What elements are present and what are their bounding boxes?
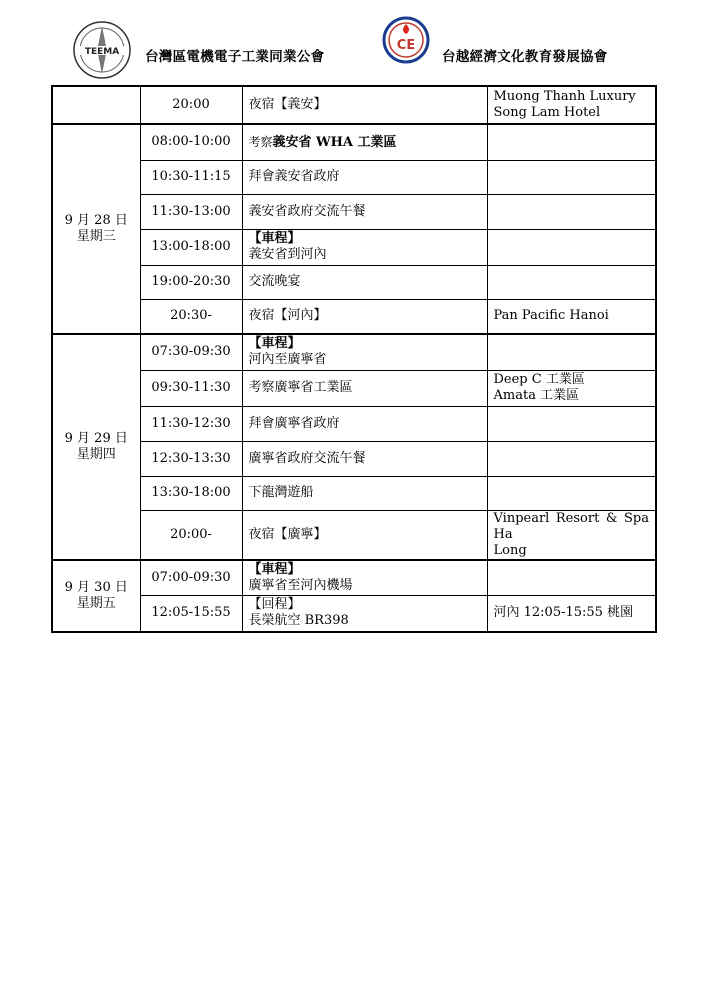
note-cell (487, 229, 656, 265)
activity-text: 【車程】 (248, 231, 301, 246)
date-cell (52, 86, 140, 124)
note-cell (487, 194, 656, 229)
note-cell (487, 406, 656, 441)
time-cell: 11:30-12:30 (140, 406, 242, 441)
activity-text: 長榮航空 BR398 (248, 613, 349, 629)
date-text: 9 月 29 日 (64, 430, 128, 446)
note-text: Song Lam Hotel (493, 105, 601, 120)
table-row (52, 299, 656, 334)
note-cell (487, 265, 656, 299)
time-cell: 13:30-18:00 (140, 476, 242, 510)
note-text: Deep C 工業區 (493, 372, 585, 387)
time-cell: 10:30-11:15 (140, 160, 242, 194)
note-cell (487, 560, 656, 596)
activity-cell: 拜會義安省政府 (242, 160, 487, 194)
time-cell: 11:30-13:00 (140, 194, 242, 229)
activity-text: 夜宿【義安】 (248, 97, 327, 112)
note-cell: Pan Pacific Hanoi (487, 299, 656, 334)
time-cell: 20:00 (140, 86, 242, 124)
table-row (52, 334, 656, 370)
activity-text: 河內至廣寧省 (248, 352, 327, 368)
page-header (0, 0, 707, 90)
note-cell: 河內 12:05-15:55 桃園 (487, 596, 656, 632)
table-row (52, 510, 656, 560)
itinerary-table (51, 85, 657, 633)
date-cell-sep-29 (52, 334, 140, 560)
activity-cell: 交流晚宴 (242, 265, 487, 299)
activity-text: 【車程】 (248, 561, 301, 577)
weekday-text: 星期三 (76, 229, 116, 244)
note-text: Muong Thanh Luxury (493, 89, 636, 104)
activity-cell (242, 229, 487, 265)
date-text: 9 月 30 日 (64, 579, 128, 595)
activity-cell (242, 86, 487, 124)
activity-cell: 廣寧省政府交流午餐 (242, 441, 487, 476)
note-text: Long (493, 542, 527, 558)
left-organization-name: 台灣區電機電子工業同業公會 (145, 49, 325, 65)
table-row (52, 596, 656, 632)
table-row (52, 406, 656, 441)
time-cell: 12:30-13:30 (140, 441, 242, 476)
time-cell: 13:00-18:00 (140, 229, 242, 265)
note-text: Amata 工業區 (493, 388, 580, 403)
activity-cell (242, 560, 487, 596)
activity-cell (242, 334, 487, 370)
time-cell: 12:05-15:55 (140, 596, 242, 632)
table-row (52, 160, 656, 194)
note-cell (487, 370, 656, 406)
activity-text: 【回程】 (248, 597, 301, 613)
activity-cell: 夜宿【廣寧】 (242, 510, 487, 560)
activity-cell: 夜宿【河內】 (242, 299, 487, 334)
note-cell (487, 160, 656, 194)
date-text: 9 月 28 日 (64, 213, 128, 228)
activity-cell: 下龍灣遊船 (242, 476, 487, 510)
note-cell (487, 86, 656, 124)
table-row (52, 265, 656, 299)
table-row (52, 441, 656, 476)
activity-cell (242, 596, 487, 632)
ce-logo-text: CE (396, 38, 416, 53)
activity-text: 義安省到河內 (248, 247, 327, 262)
activity-cell (242, 124, 487, 160)
time-cell: 20:30- (140, 299, 242, 334)
activity-cell: 拜會廣寧省政府 (242, 406, 487, 441)
date-cell-sep-30 (52, 560, 140, 632)
activity-text: 【車程】 (248, 336, 301, 352)
note-cell (487, 124, 656, 160)
note-cell (487, 510, 656, 560)
table-row (52, 229, 656, 265)
time-cell: 07:00-09:30 (140, 560, 242, 596)
note-cell (487, 441, 656, 476)
table-row (52, 194, 656, 229)
time-cell: 09:30-11:30 (140, 370, 242, 406)
weekday-text: 星期四 (76, 446, 116, 462)
time-cell: 19:00-20:30 (140, 265, 242, 299)
time-cell: 08:00-10:00 (140, 124, 242, 160)
note-cell (487, 476, 656, 510)
teema-logo-text: TEEMA (84, 47, 120, 57)
activity-cell: 考察廣寧省工業區 (242, 370, 487, 406)
note-cell (487, 334, 656, 370)
time-cell: 07:30-09:30 (140, 334, 242, 370)
note-text: Vinpearl Resort & Spa Ha (493, 510, 649, 542)
table-row (52, 476, 656, 510)
activity-cell: 義安省政府交流午餐 (242, 194, 487, 229)
weekday-text: 星期五 (76, 595, 116, 611)
table-row (52, 124, 656, 160)
table-row (52, 560, 656, 596)
right-organization-name: 台越經濟文化教育發展協會 (442, 49, 608, 65)
activity-text: 考察 (248, 134, 273, 149)
date-cell-sep-28 (52, 124, 140, 334)
activity-text: 廣寧省至河內機場 (248, 577, 353, 593)
activity-text-bold: 義安省 WHA 工業區 (272, 134, 397, 150)
ce-association-logo-icon (382, 16, 430, 66)
teema-logo-icon (72, 20, 132, 80)
table-row (52, 86, 656, 124)
table-row (52, 370, 656, 406)
time-cell: 20:00- (140, 510, 242, 560)
